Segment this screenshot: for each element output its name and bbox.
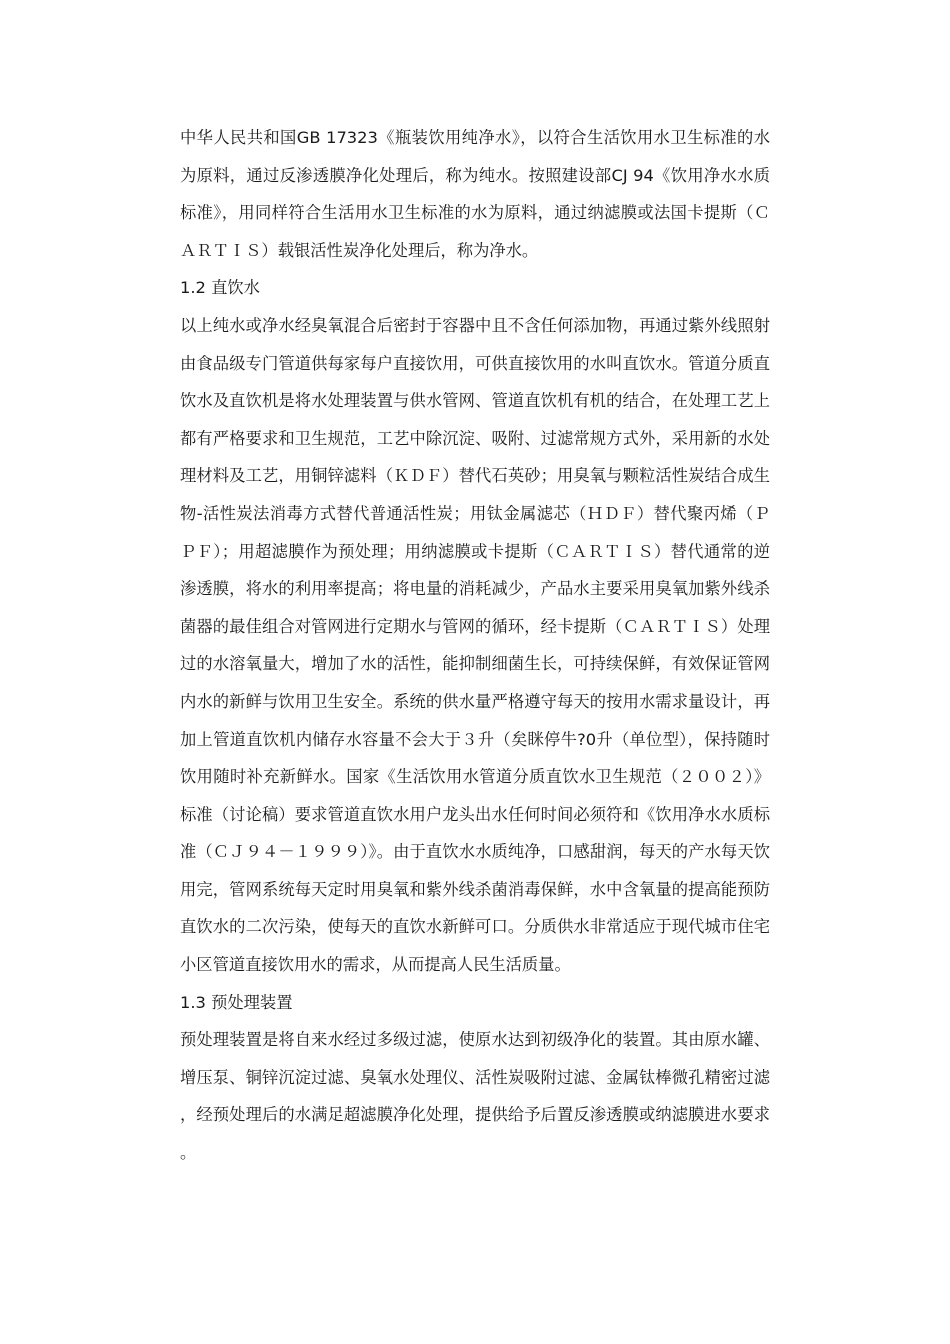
section-1-3-body: 预处理装置是将自来水经过多级过滤，使原水达到初级净化的装置。其由原水罐、增压泵、铜锌沉淀过滤、臭氧水处理仪、活性炭吸附过滤、金属钛棒微孔精密过滤，经预处理后的水满足超滤膜净化处理，提供给予后置反渗透膜或纳滤膜进水要求。 [180, 1030, 770, 1163]
section-1-2-heading: 1.2 直饮水 [180, 278, 260, 298]
section-1-3-heading: 1.3 预处理装置 [180, 992, 293, 1012]
document-page [180, 119, 770, 1172]
section-1-2-body: 以上纯水或净水经臭氧混合后密封于容器中且不含任何添加物，再通过紫外线照射由食品级专门管道供每家每户直接饮用，可供直接饮用的水叫直饮水。管道分质直饮水及直饮机是将水处理装置与供水管网、管道直饮机有机的结合，在处理工艺上都有严格要求和卫生规范，工艺中除沉淀、吸附、过滤常规方式外，采用新的水处理材料及工艺，用铜锌滤料（ＫＤＦ）替代石英砂；用臭氧与颗粒活性炭结合成生物-活性炭法消毒方式替代普通活性炭；用钛金属滤芯（ＨＤＦ）替代聚丙烯（ＰＰＦ）；用超滤膜作为预处理；用纳滤膜或卡提斯（ＣＡＲＴＩＳ）替代通常的逆渗透膜，将水的利用率提高；将电量的消耗减少，产品水主要采用臭氧加紫外线杀菌器的最佳组合对管网进行定期水与管网的循环，经卡提斯（ＣＡＲＴＩＳ）处理过的水溶氧量大，增加了水的活性，能抑制细菌生长，可持续保鲜，有效保证管网内水的新鲜与饮用卫生安全。系统的供水量严格遵守每天的按用水需求量设计，再加上管道直饮机内储存水容量不会大于３升（矣眯停牛?0升（单位型），保持随时饮用随时补充新鲜水。国家《生活饮用水管道分质直饮水卫生规范（２００２）》标准（讨论稿）要求管道直饮水用户龙头出水任何时间必须符和《饮用净水水质标准（ＣＪ９４－１９９９）》。由于直饮水水质纯净，口感甜润，每天的产水每天饮用完，管网系统每天定时用臭氧和紫外线杀菌消毒保鲜，水中含氧量的提高能预防直饮水的二次污染，使每天的直饮水新鲜可口。分质供水非常适应于现代城市住宅小区管道直接饮用水的需求，从而提高人民生活质量。 [180, 315, 770, 975]
intro-paragraph: 中华人民共和国GB 17323《瓶装饮用纯净水》，以符合生活饮用水卫生标准的水为原料，通过反渗透膜净化处理后，称为纯水。按照建设部CJ 94《饮用净水水质标准》，用同样符合生活用水卫生标准的水为原料，通过纳滤膜或法国卡提斯（ＣＡＲＴＩＳ）载银活性炭净化处理后，称为净水。 [180, 128, 770, 260]
